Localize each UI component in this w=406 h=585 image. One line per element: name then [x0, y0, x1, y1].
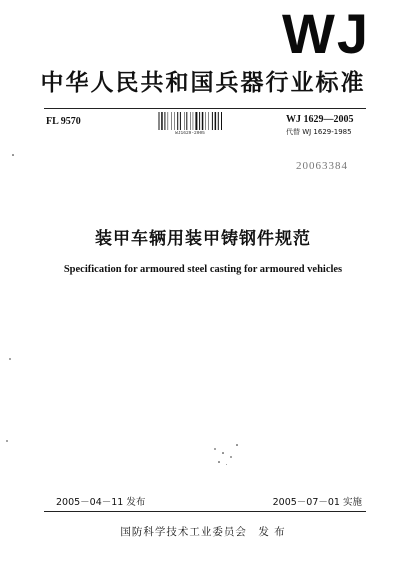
issue-date: 2005－04－11 发布 — [56, 497, 146, 508]
bottom-divider — [44, 511, 366, 512]
scan-speck — [230, 456, 232, 458]
scan-speck — [12, 154, 14, 156]
top-divider — [44, 108, 366, 109]
scan-speck — [214, 448, 216, 450]
document-title-chinese: 装甲车辆用装甲铸钢件规范 — [95, 229, 311, 249]
scan-speck — [226, 464, 227, 465]
wj-logo: WJ — [282, 2, 370, 65]
standard-number: WJ 1629—2005 — [286, 114, 354, 125]
scan-speck — [218, 461, 220, 463]
document-title-english: Specification for armoured steel casting for armoured vehicles — [63, 264, 343, 275]
scan-speck — [222, 452, 224, 454]
barcode-icon — [158, 112, 222, 130]
library-stamp: 20063384 — [296, 160, 348, 172]
classification-code: FL 9570 — [46, 116, 81, 127]
publisher: 国防科学技术工业委员会 发 布 — [120, 526, 286, 538]
standard-category-title: 中华人民共和国兵器行业标准 — [40, 70, 366, 96]
scan-speck — [236, 444, 238, 446]
implementation-date: 2005－07－01 实施 — [272, 497, 362, 508]
barcode-number: WJ1629-2005 — [175, 131, 205, 136]
scan-speck — [6, 440, 8, 442]
scan-speck — [9, 358, 11, 360]
replaces-standard: 代替 WJ 1629-1985 — [286, 128, 352, 136]
